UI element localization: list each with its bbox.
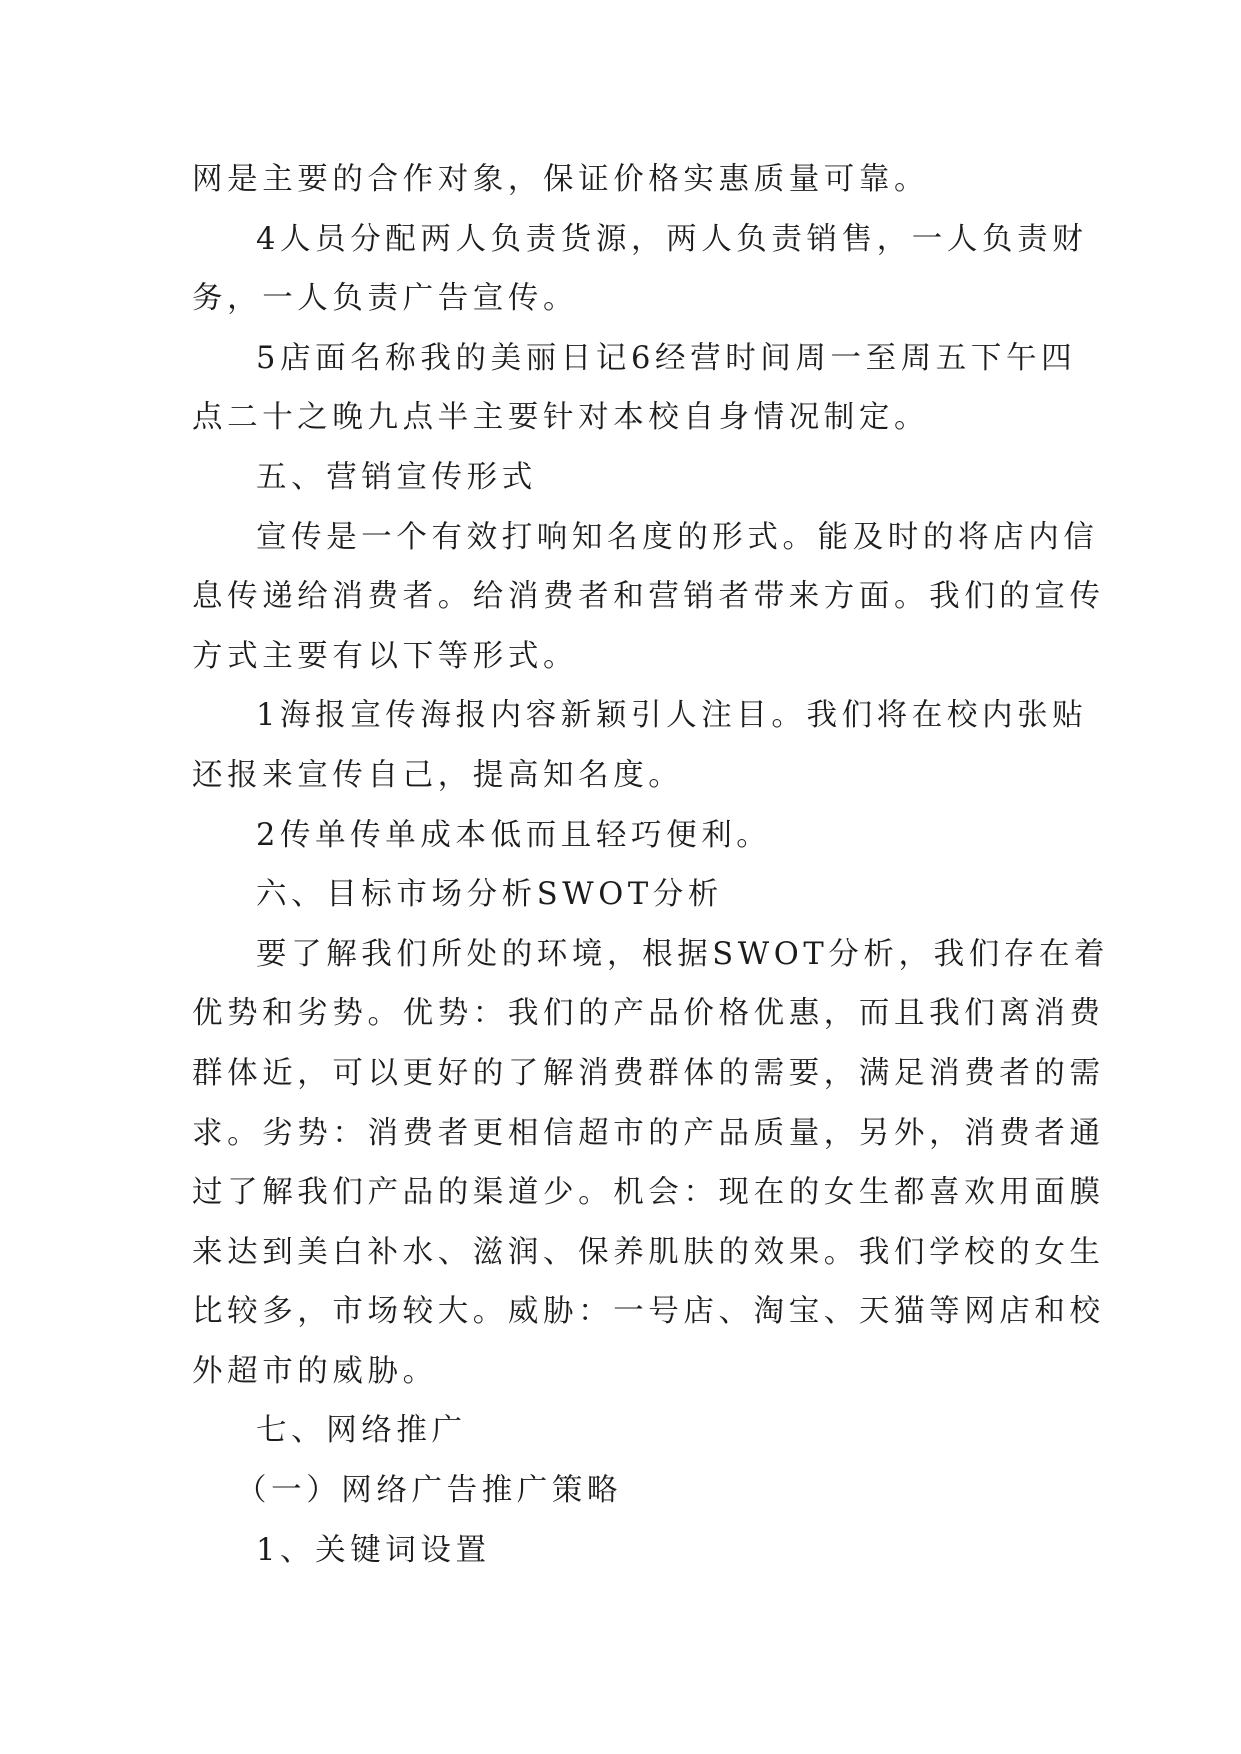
- document-page: [192, 150, 1110, 1580]
- text-line: 网是主要的合作对象，保证价格实惠质量可靠。: [192, 162, 930, 197]
- text-line: 点二十之晚九点半主要针对本校自身情况制定。: [192, 400, 930, 436]
- text-line: 5店面名称我的美丽日记6经营时间周一至周五下午四: [256, 340, 1077, 376]
- text-line: 要了解我们所处的环境，根据SWOT分析，我们存在着: [256, 936, 1110, 972]
- section-heading: 五、营销宣传形式: [256, 459, 537, 495]
- list-item-heading: 1、关键词设置: [256, 1532, 491, 1568]
- text-line: 来达到美白补水、滋润、保养肌肤的效果。我们学校的女生: [192, 1234, 1105, 1270]
- text-line: 过了解我们产品的渠道少。机会：现在的女生都喜欢用面膜: [192, 1175, 1105, 1211]
- text-line: 外超市的威胁。: [192, 1353, 438, 1389]
- text-line: 求。劣势：消费者更相信超市的产品质量，另外，消费者通: [192, 1115, 1105, 1151]
- text-line: 群体近，可以更好的了解消费群体的需要，满足消费者的需: [192, 1055, 1105, 1091]
- text-line: 务，一人负责广告宣传。: [192, 281, 579, 317]
- subsection-heading: （一）网络广告推广策略: [236, 1473, 623, 1509]
- text-line: 4人员分配两人负责货源，两人负责销售，一人负责财: [256, 221, 1088, 257]
- text-line: 1海报宣传海报内容新颖引人注目。我们将在校内张贴: [256, 698, 1088, 734]
- text-line: 比较多，市场较大。威胁：一号店、淘宝、天猫等网店和校: [192, 1294, 1105, 1330]
- text-line: 息传递给消费者。给消费者和营销者带来方面。我们的宣传: [192, 579, 1105, 615]
- text-line: 2传单传单成本低而且轻巧便利。: [256, 817, 772, 853]
- section-heading: 七、网络推广: [256, 1413, 467, 1449]
- section-heading: 六、目标市场分析SWOT分析: [256, 877, 723, 913]
- text-line: 宣传是一个有效打响知名度的形式。能及时的将店内信: [256, 519, 1099, 555]
- text-line: 优势和劣势。优势：我们的产品价格优惠，而且我们离消费: [192, 996, 1105, 1032]
- text-line: 方式主要有以下等形式。: [192, 638, 579, 674]
- text-line: 还报来宣传自己，提高知名度。: [192, 757, 684, 793]
